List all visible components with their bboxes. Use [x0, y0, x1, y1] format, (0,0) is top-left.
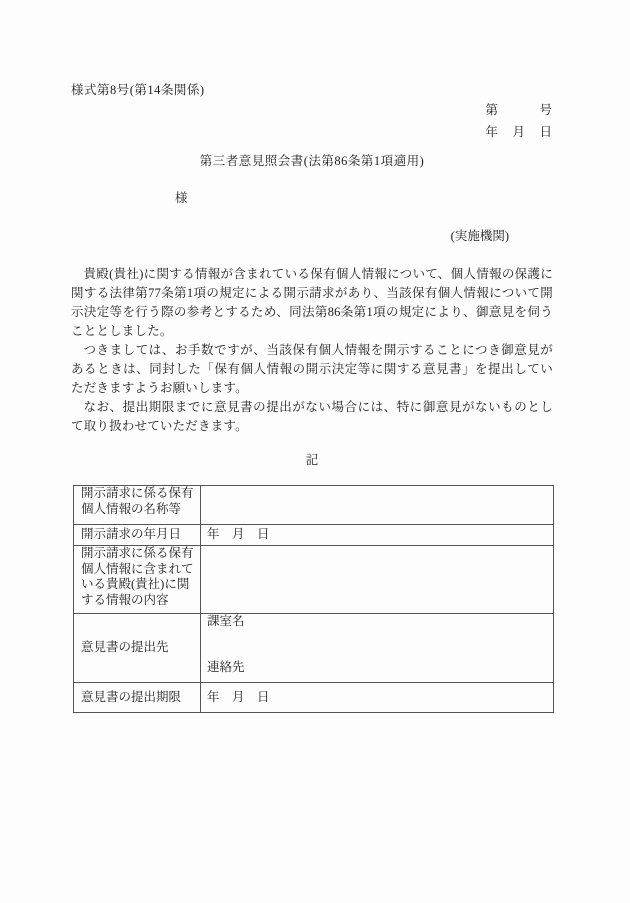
- table-row-submit-deadline: [74, 683, 554, 713]
- row-label-request-date: 開示請求の年月日: [74, 525, 201, 546]
- row-value-submit-to: [201, 614, 554, 683]
- document-title: 第三者意見照会書(法第86条第1項適用): [199, 154, 425, 168]
- table-row-submit-to: [74, 614, 554, 683]
- row-label-info-content: 開示請求に係る保有個人情報に含まれている貴殿(貴社)に関する情報の内容: [74, 546, 201, 614]
- issuer-line: (実施機関): [450, 229, 509, 243]
- row-value-submit-deadline: 年 月 日: [201, 683, 554, 713]
- form-number: 様式第8号(第14条関係): [71, 83, 205, 97]
- details-table: [73, 485, 554, 713]
- body-paragraph-2: つきましては、お手数ですが、当該保有個人情報を開示することにつき御意見があるときは、同封した「保有個人情報の開示決定等に関する意見書」を提出していただきますようお願いします。: [71, 343, 553, 395]
- recipient-line: 様: [175, 191, 188, 205]
- body-paragraphs: [71, 265, 553, 436]
- body-paragraph-3: なお、提出期限までに意見書の提出がない場合には、特に御意見がないものとして取り扱わせていただきます。: [71, 400, 553, 433]
- row-label-submit-to: 意見書の提出先: [74, 614, 201, 683]
- doc-number-line: 第 号: [485, 103, 553, 117]
- table-row-info-content: [74, 546, 554, 614]
- table-row-personal-info-name: [74, 486, 554, 525]
- row-value-info-content: [201, 546, 554, 614]
- table-row-request-date: [74, 525, 554, 546]
- submit-to-division-label: 課室名: [207, 614, 245, 628]
- doc-number-block: [71, 99, 553, 143]
- row-value-request-date: 年 月 日: [201, 525, 554, 546]
- row-label-personal-info-name: 開示請求に係る保有個人情報の名称等: [74, 486, 201, 525]
- row-value-personal-info-name: [201, 486, 554, 525]
- body-paragraph-1: 貴殿(貴社)に関する情報が含まれている保有個人情報について、個人情報の保護に関する法律第77条第1項の規定による開示請求があり、当該保有個人情報について開示決定等を行う際の参考とするため、同法第86条第1項の規定により、御意見を伺うこととしました。: [71, 267, 553, 338]
- submit-to-contact-label: 連絡先: [207, 659, 245, 674]
- doc-date-line: 年 月 日: [485, 125, 553, 139]
- ki-marker: 記: [305, 453, 319, 467]
- row-label-submit-deadline: 意見書の提出期限: [74, 683, 201, 713]
